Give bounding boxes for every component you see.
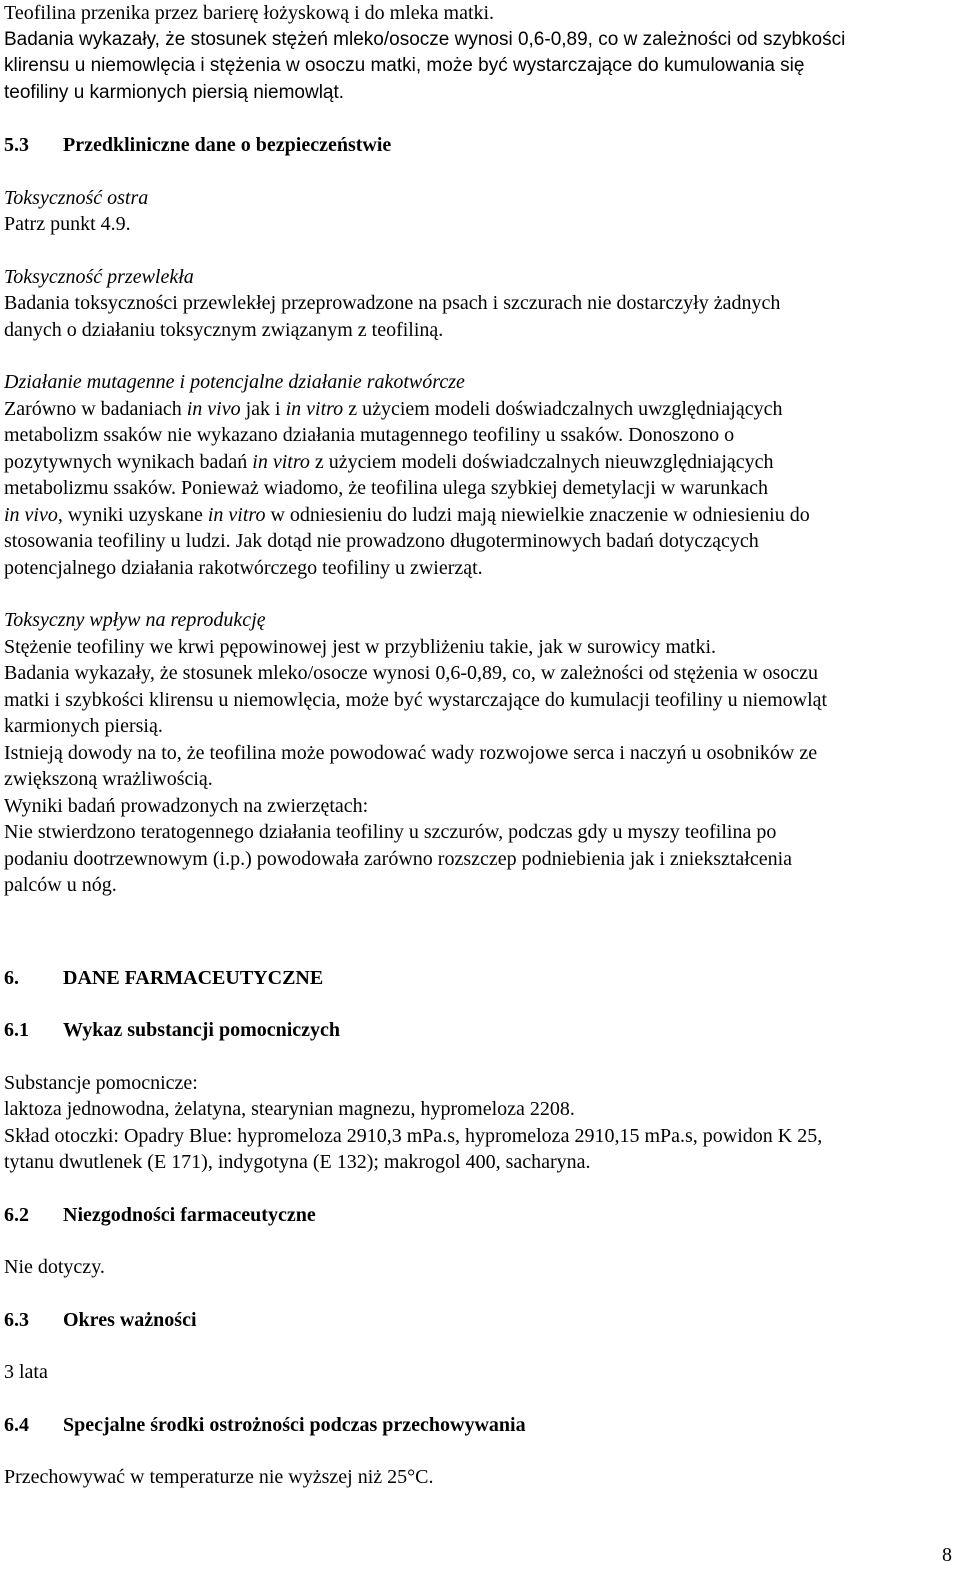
- section-5-3-heading: [4, 132, 954, 159]
- mutagenicity-paragraph: [4, 396, 954, 582]
- text-line: danych o działaniu toksycznym związanym z teofiliną.: [4, 318, 444, 341]
- excipients-paragraph: [4, 1070, 954, 1176]
- storage-text: Przechowywać w temperaturze nie wyższej niż 25°C.: [4, 1466, 434, 1488]
- section-title: DANE FARMACEUTYCZNE: [63, 966, 324, 989]
- intro-paragraph: [4, 0, 954, 106]
- subheading-acute-toxicity: Toksyczność ostra: [4, 186, 149, 209]
- text-line: pozytywnych wynikach badań in vitro z użyciem modeli doświadczalnych nieuwzględniających: [4, 450, 774, 473]
- page-number: 8: [942, 1543, 952, 1566]
- subheading-reproductive-toxicity: Toksyczny wpływ na reprodukcję: [4, 609, 266, 631]
- text-line: teofiliny u karmionych piersią niemowląt.: [4, 81, 345, 103]
- shelf-life-text: 3 lata: [4, 1361, 48, 1383]
- text-line: zwiększoną wrażliwością.: [4, 768, 213, 790]
- section-number: 6.4: [4, 1413, 29, 1436]
- text-line: klirensu u niemowlęcia i stężenia w osoczu matki, może być wystarczające do kumulowania się: [4, 55, 805, 76]
- section-number: 6.1: [4, 1019, 29, 1041]
- text-line: Badania wykazały, że stosunek stężeń mleko/osocze wynosi 0,6-0,89, co w zależności od szybkości: [4, 28, 846, 50]
- section-6-heading: [4, 965, 954, 992]
- section-number: 5.3: [4, 134, 29, 156]
- text-line: Badania wykazały, że stosunek mleko/osocze wynosi 0,6-0,89, co, w zależności od stężenia w osoczu: [4, 662, 819, 684]
- section-title: Specjalne środki ostrożności podczas przechowywania: [63, 1413, 526, 1436]
- section-number: 6.2: [4, 1203, 29, 1226]
- text-line: Skład otoczki: Opadry Blue: hypromeloza 2910,3 mPa.s, hypromeloza 2910,15 mPa.s, powidon K 25,: [4, 1124, 823, 1147]
- text-line: stosowania teofiliny u ludzi. Jak dotąd nie prowadzono długoterminowych badań dotyczących: [4, 530, 759, 552]
- text-line: Badania toksyczności przewlekłej przeprowadzone na psach i szczurach nie dostarczyły żadnych: [4, 292, 781, 314]
- text-line: palców u nóg.: [4, 874, 117, 896]
- section-title: Niezgodności farmaceutyczne: [63, 1203, 316, 1226]
- text-line: metabolizmu ssaków. Ponieważ wiadomo, że teofilina ulega szybkiej demetylacji w warunkach: [4, 477, 769, 499]
- document-page: [4, 0, 954, 1491]
- text-line: Substancje pomocnicze:: [4, 1071, 198, 1094]
- section-number: 6.: [4, 966, 19, 989]
- subheading-mutagenicity: Działanie mutagenne i potencjalne działanie rakotwórcze: [4, 371, 465, 393]
- text-line: Stężenie teofiliny we krwi pępowinowej jest w przybliżeniu takie, jak w surowicy matki.: [4, 635, 717, 658]
- text-line: Wyniki badań prowadzonych na zwierzętach:: [4, 794, 369, 817]
- subheading-chronic-toxicity: Toksyczność przewlekła: [4, 265, 194, 288]
- text-line: potencjalnego działania rakotwórczego teofiliny u zwierząt.: [4, 556, 483, 579]
- section-6-2-heading: [4, 1202, 954, 1229]
- text-line: Nie stwierdzono teratogennego działania teofiliny u szczurów, podczas gdy u myszy teofilina po: [4, 821, 777, 843]
- text-line: in vivo, wyniki uzyskane in vitro w odniesieniu do ludzi mają niewielkie znaczenie w odniesieniu do: [4, 503, 810, 526]
- acute-toxicity-text: Patrz punkt 4.9.: [4, 213, 131, 235]
- section-title: Okres ważności: [63, 1308, 197, 1331]
- text-line: tytanu dwutlenek (E 171), indygotyna (E 132); makrogol 400, sacharyna.: [4, 1151, 591, 1173]
- section-6-4-heading: [4, 1412, 954, 1439]
- text-line: podaniu dootrzewnowym (i.p.) powodowała zarówno rozszczep podniebienia jak i zniekształcenia: [4, 847, 793, 870]
- text-line: Teofilina przenika przez barierę łożyskową i do mleka matki.: [4, 2, 495, 24]
- section-6-1-heading: [4, 1017, 954, 1044]
- section-6-3-heading: [4, 1307, 954, 1334]
- text-line: karmionych piersią.: [4, 715, 163, 737]
- text-line: laktoza jednowodna, żelatyna, stearynian magnezu, hypromeloza 2208.: [4, 1098, 575, 1120]
- text-line: Istnieją dowody na to, że teofilina może powodować wady rozwojowe serca i naczyń u osobników ze: [4, 741, 818, 764]
- text-line: matki i szybkości klirensu u niemowlęcia, może być wystarczające do kumulacji teofiliny u niemowląt: [4, 688, 828, 711]
- reproductive-toxicity-paragraph: [4, 634, 954, 899]
- incompatibilities-text: Nie dotyczy.: [4, 1256, 105, 1278]
- section-title: Wykaz substancji pomocniczych: [63, 1019, 341, 1041]
- text-line: Zarówno w badaniach in vivo jak i in vitro z użyciem modeli doświadczalnych uwzględniających: [4, 397, 783, 420]
- section-title: Przedkliniczne dane o bezpieczeństwie: [63, 134, 392, 156]
- text-line: metabolizm ssaków nie wykazano działania mutagennego teofiliny u ssaków. Donoszono o: [4, 424, 735, 446]
- section-number: 6.3: [4, 1308, 29, 1331]
